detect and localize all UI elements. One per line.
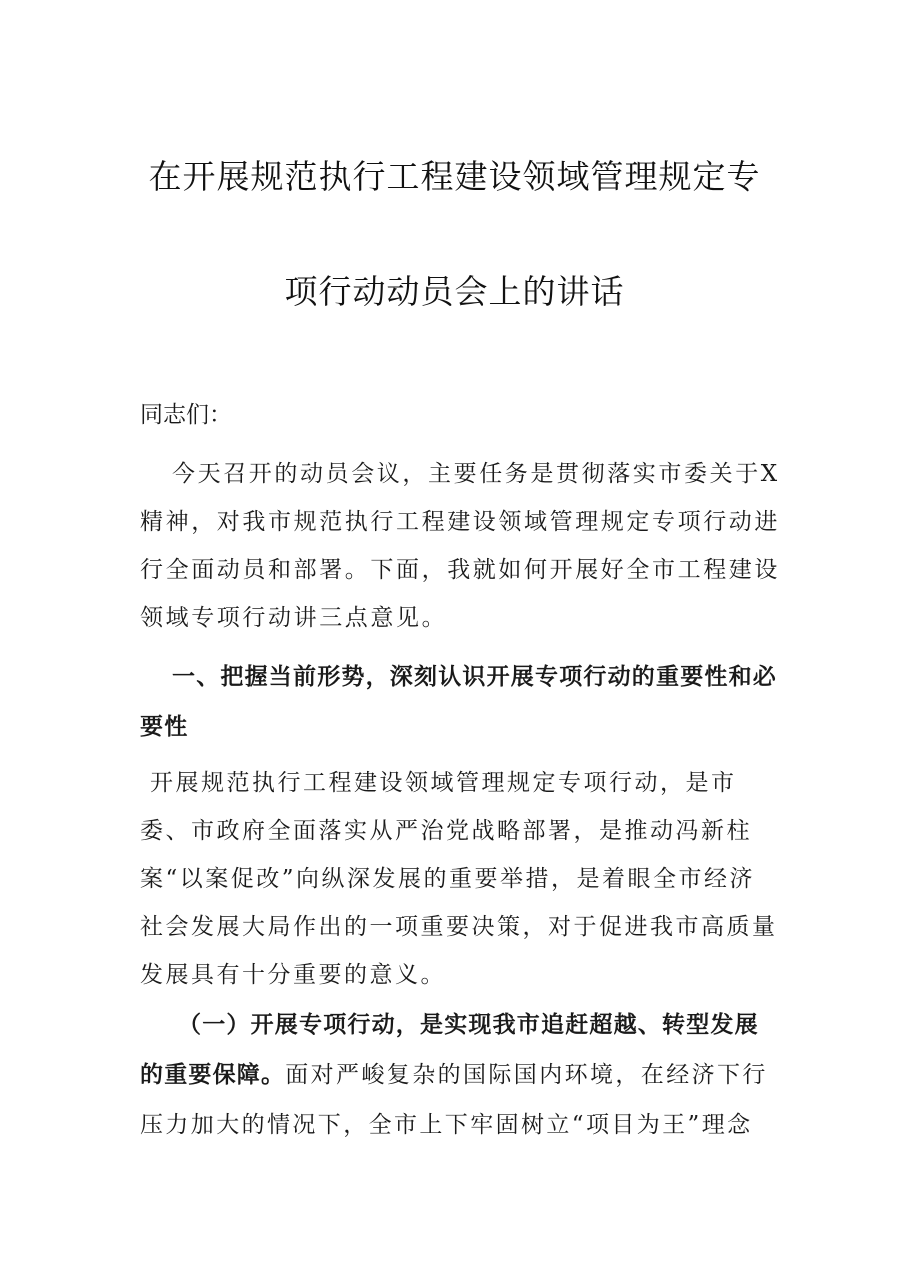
subsection-1-text: 面对严峻复杂的国际国内环境，在经济下行压力加大的情况下，全市上下牢固树立“项目为王”理念 — [140, 1062, 768, 1138]
section-heading-1: 一、把握当前形势，深刻认识开展专项行动的重要性和必要性 — [140, 664, 777, 740]
paragraph-significance: 开展规范执行工程建设领域管理规定专项行动，是市委、市政府全面落实从严治党战略部署，是推动冯新柱案“以案促改”向纵深发展的重要举措，是着眼全市经济社会发展大局作出的一项重要决策，对于促进我市高质量发展具有十分重要的意义。 — [140, 770, 778, 988]
document-title-line-1: 在开展规范执行工程建设领域管理规定专 — [148, 157, 761, 196]
paragraph-subsection-1 — [140, 1000, 780, 1150]
paragraph-intro: 今天召开的动员会议，主要任务是贯彻落实市委关于X精神，对我市规范执行工程建设领域管理规定专项行动进行全面动员和部署。下面，我就如何开展好全市工程建设领域专项行动讲三点意见。 — [140, 461, 780, 631]
document-title-line-2: 项行动动员会上的讲话 — [284, 272, 625, 311]
salutation: 同志们： — [140, 402, 232, 428]
subsection-1-heading: （一）开展专项行动，是实现我市追赶超越、转型发展的重要保障。 — [140, 1012, 759, 1088]
